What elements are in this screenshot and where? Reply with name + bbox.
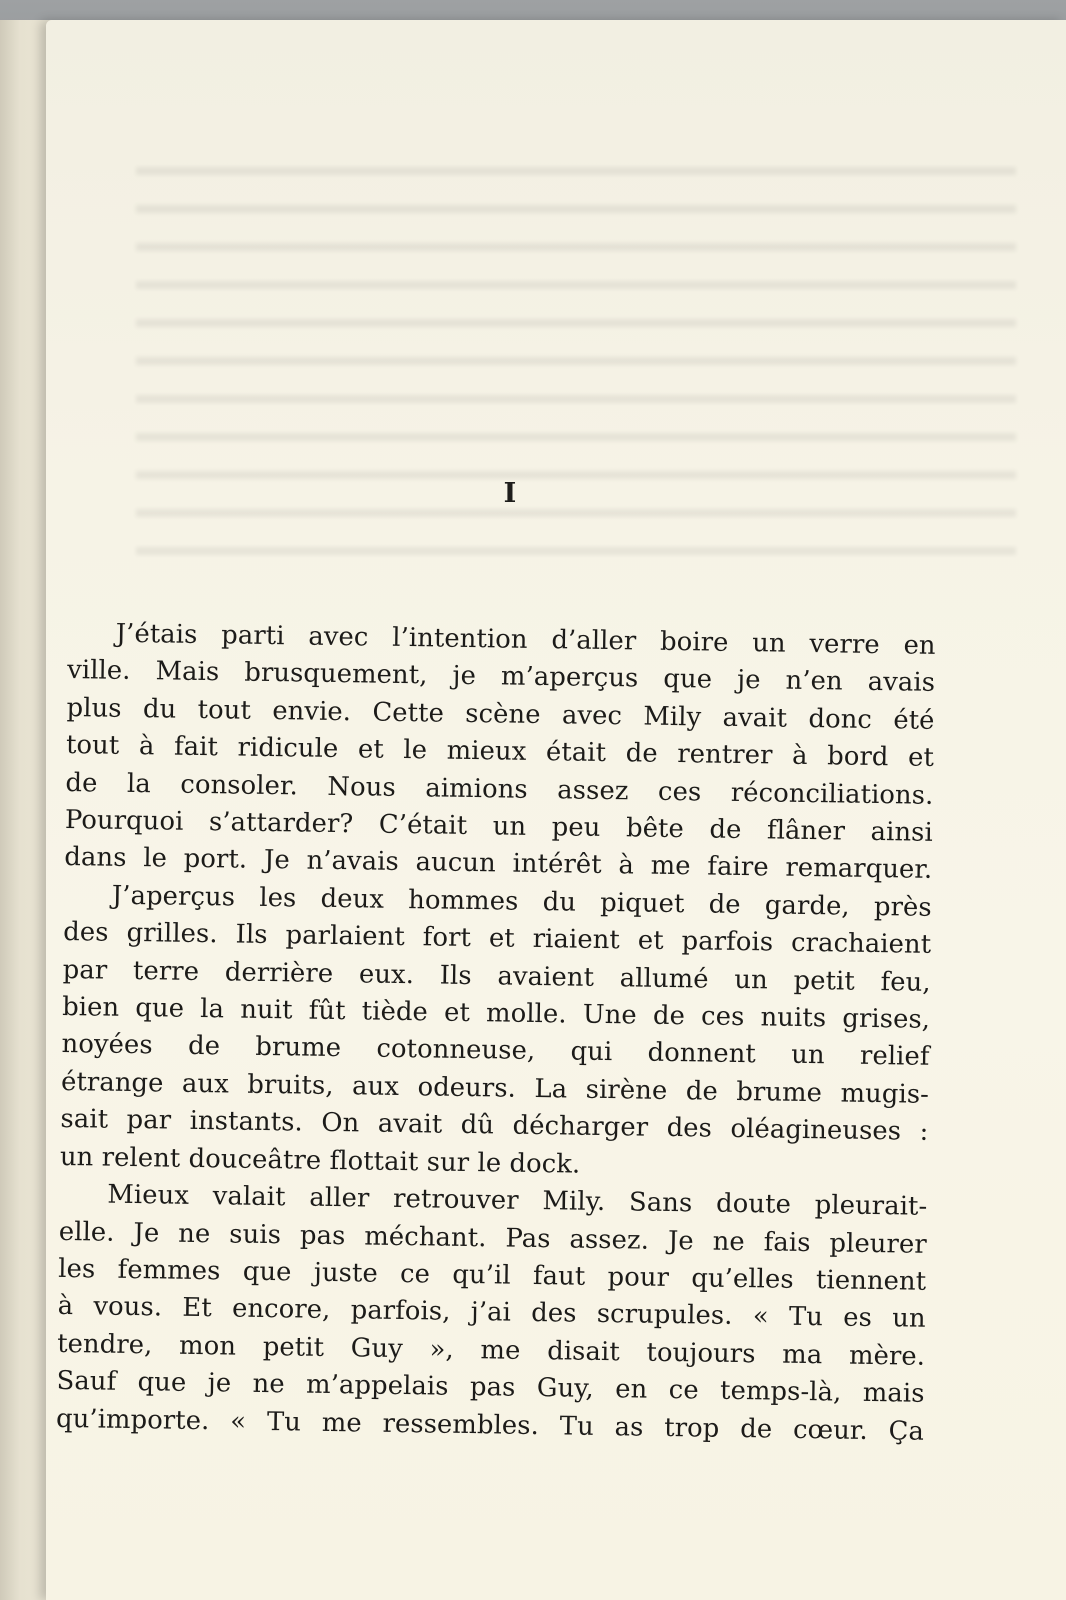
text-line: des grilles. Ils parlaient fort et riaient et parfois crachaient bbox=[63, 917, 932, 961]
text-line: à vous. Et encore, parfois, j’ai des scrupules. « Tu es un bbox=[57, 1291, 926, 1335]
text-line: par terre derrière eux. Ils avaient allumé un petit feu, bbox=[62, 954, 931, 998]
paragraph-2 bbox=[60, 877, 932, 1189]
text-line: J’étais parti avec l’intention d’aller boire un verre en bbox=[115, 618, 936, 661]
text-line: un relent douceâtre flottait sur le dock. bbox=[59, 1141, 581, 1180]
text-line: ville. Mais brusquement, je m’aperçus que je n’en avais bbox=[66, 655, 936, 699]
text-line: Pourquoi s’attarder? C’était un peu bête de flâner ainsi bbox=[64, 805, 934, 848]
show-through-text bbox=[136, 145, 1016, 565]
text-line: de la consoler. Nous aimions assez ces réconciliations. bbox=[65, 767, 934, 811]
text-line: J’aperçus les deux hommes du piquet de garde, près bbox=[111, 880, 932, 923]
text-line: bien que la nuit fût tiède et molle. Une de ces nuits grises, bbox=[61, 992, 931, 1035]
text-line: elle. Je ne suis pas méchant. Pas assez. Je ne fais pleurer bbox=[58, 1216, 927, 1260]
text-line: étrange aux bruits, aux odeurs. La sirène de brume mugis- bbox=[60, 1066, 930, 1110]
chapter-body bbox=[56, 615, 936, 1451]
text-line: Mieux valait aller retrouver Mily. Sans doute pleurait- bbox=[107, 1179, 928, 1222]
text-line: Sauf que je ne m’appelais pas Guy, en ce temps-là, mais bbox=[56, 1366, 925, 1409]
paragraph-1 bbox=[64, 615, 936, 890]
chapter-number: I bbox=[503, 478, 517, 509]
text-line: tout à fait ridicule et le mieux était de rentrer à bord et bbox=[65, 730, 935, 774]
text-line: qu’importe. « Tu me ressembles. Tu as trop de cœur. Ça bbox=[55, 1403, 925, 1447]
text-line: les femmes que juste ce qu’il faut pour qu’elles tiennent bbox=[58, 1253, 927, 1297]
text-line: sait par instants. On avait dû décharger des oléagineuses : bbox=[60, 1104, 929, 1148]
text-line: noyées de brume cotonneuse, qui donnent un relief bbox=[61, 1029, 930, 1073]
text-line: plus du tout envie. Cette scène avec Mily avait donc été bbox=[66, 692, 935, 736]
text-line: tendre, mon petit Guy », me disait toujours ma mère. bbox=[56, 1328, 926, 1372]
text-line: dans le port. Je n’avais aucun intérêt à me faire remarquer. bbox=[64, 842, 933, 886]
paragraph-3 bbox=[56, 1176, 928, 1451]
